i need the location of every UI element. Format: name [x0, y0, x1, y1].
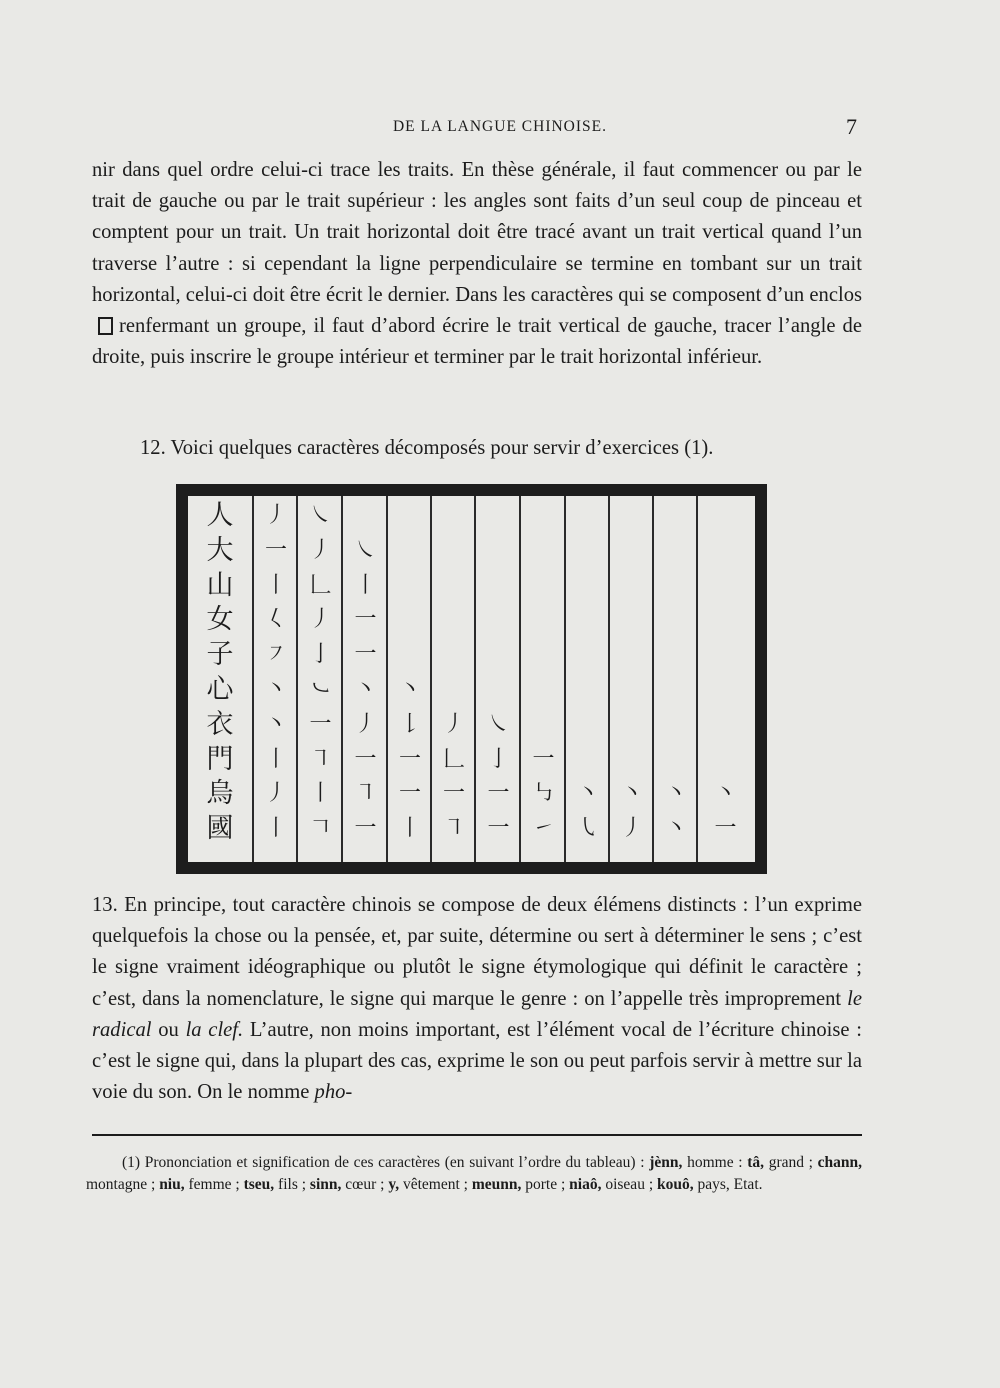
table-stroke: 丿 [442, 711, 465, 737]
paragraph-3-text-b: L’autre, non moins important, est l’élément vocal de l’écriture chinoise : c’est le signe qui, dans la plupart des cas, exprime le son ou peut parfois servir à mettre sur la voie du son. On le nomme [92, 1018, 862, 1104]
footnote-intro: Prononciation et signification de ces caractères (en suivant l’ordre du tableau) : [144, 1154, 645, 1171]
table-character: 烏 [206, 778, 234, 810]
table-stroke: 一 [398, 746, 421, 772]
header-title: DE LA LANGUE CHINOISE. [392, 118, 607, 135]
footnote-term: sinn, [309, 1176, 342, 1193]
table-stroke: 丿 [354, 711, 377, 737]
table-stroke: 𠃍 [309, 816, 332, 842]
table-stroke: 丶 [664, 816, 687, 842]
table-stroke: 亅 [309, 642, 332, 668]
table-stroke: 丶 [354, 677, 377, 702]
footnote-term: kouô, [657, 1176, 694, 1193]
table-stroke: ㇏ [487, 711, 510, 737]
table-stroke: 丨 [354, 572, 377, 598]
table-stroke: 丶 [264, 677, 287, 702]
paragraph-3 [92, 890, 862, 1108]
table-stroke: 一 [442, 781, 465, 807]
table-stroke: 一 [487, 781, 510, 807]
table-stroke: 丶 [664, 781, 687, 807]
table-character: 人 [206, 500, 234, 531]
table-stroke: ㇇ [264, 642, 287, 668]
enclosure-radical-icon [98, 317, 113, 335]
footnote-gloss: homme : [687, 1154, 743, 1171]
footnote-term: y, [388, 1176, 400, 1193]
table-stroke: ㇕ [309, 746, 332, 772]
footnote-term: tseu, [243, 1176, 275, 1193]
footnote-term: tâ, [747, 1154, 765, 1171]
stroke-table-grid [186, 494, 757, 864]
footnote-term: chann, [817, 1154, 863, 1171]
paragraph-3-or: ou [158, 1018, 179, 1041]
section-number-12: 12. [140, 437, 166, 459]
table-stroke: 丿 [620, 816, 643, 842]
table-stroke: 丿 [264, 503, 287, 528]
table-stroke: 丨 [309, 781, 332, 807]
table-stroke: 一 [354, 816, 377, 842]
table-stroke: 丿 [309, 537, 332, 563]
table-stroke: 丿 [264, 781, 287, 807]
footnote-gloss: montagne ; [86, 1176, 156, 1193]
footnote-gloss: femme ; [188, 1176, 240, 1193]
table-stroke: 一 [487, 816, 510, 842]
footnote-gloss: oiseau ; [605, 1176, 654, 1193]
table-stroke: ㇕ [354, 781, 377, 807]
table-stroke: 一 [398, 781, 421, 807]
footnote-marker: (1) [122, 1154, 141, 1171]
table-stroke: 一 [714, 816, 737, 842]
table-stroke: 一 [354, 746, 377, 772]
table-character: 衣 [206, 708, 234, 740]
table-stroke: 亅 [487, 746, 510, 772]
table-stroke: 丶 [264, 711, 287, 737]
table-stroke: ㇕ [442, 816, 465, 842]
footnote-gloss: grand ; [768, 1154, 813, 1171]
table-character: 女 [206, 604, 234, 636]
table-stroke: 一 [354, 607, 377, 633]
table-stroke: 丶 [576, 781, 599, 807]
term-le-radical: le radical [92, 987, 862, 1041]
term-la-clef: la clef. [185, 1018, 244, 1041]
table-stroke: 一 [264, 537, 287, 563]
table-stroke: 𠃊 [309, 572, 332, 598]
section-number-13: 13. [92, 894, 118, 916]
table-character: 心 [206, 674, 234, 705]
paragraph-3-text-a: En principe, tout caractère chinois se compose de deux élémens distincts : l’un exprime quelquefois la chose ou la pensée, et, par suite, détermine ou sert à déterminer le sens ; c’est le signe vraiment idéographique ou plutôt le signe étymologique qui définit le caractère ; c’est, dans la nomenclature, le signe qui marque le genre : on l’appelle très improprement [92, 894, 862, 1010]
table-stroke: 丶 [620, 781, 643, 807]
table-stroke: 丨 [264, 816, 287, 842]
table-stroke: 一 [354, 642, 377, 668]
table-stroke: 𠃊 [442, 746, 465, 772]
table-character: 國 [206, 813, 234, 845]
footnote-gloss: fils ; [278, 1176, 307, 1193]
page-number: 7 [846, 114, 857, 139]
footnote-rule [92, 1134, 862, 1136]
stroke-order-table [176, 484, 767, 874]
table-stroke: 丶 [714, 781, 737, 807]
footnote-gloss: porte ; [525, 1176, 566, 1193]
footnote-gloss: vêtement ; [402, 1176, 468, 1193]
table-stroke: ㇏ [309, 503, 332, 528]
table-stroke: 一 [532, 746, 555, 772]
table-stroke: 丨 [264, 572, 287, 598]
paragraph-2 [140, 433, 840, 464]
footnote-term: jènn, [649, 1154, 683, 1171]
table-stroke: ㇏ [354, 537, 377, 563]
footnote-term: meunn, [471, 1176, 522, 1193]
footnote-term: niaô, [569, 1176, 602, 1193]
paragraph-2-text: Voici quelques caractères décomposés pour servir d’exercices (1). [170, 437, 714, 459]
table-character: 子 [206, 639, 234, 671]
table-stroke: 丨 [398, 816, 421, 842]
table-stroke: 𡿨 [264, 607, 287, 633]
table-stroke: 一 [309, 711, 332, 737]
paragraph-1 [92, 155, 862, 373]
table-stroke: ㇂ [576, 816, 599, 842]
table-stroke: ㇀ [532, 816, 555, 842]
term-pho: pho- [314, 1081, 353, 1104]
table-stroke: 丿 [309, 607, 332, 633]
table-stroke: ㇃ [309, 677, 332, 702]
table-stroke: 丶 [398, 677, 421, 702]
footnote [86, 1152, 862, 1196]
paragraph-1-text-b: renfermant un groupe, il faut d’abord écrire le trait vertical de gauche, tracer l’angle de droite, puis inscrire le groupe intérieur et terminer par le trait horizontal inférieur. [92, 315, 862, 369]
paragraph-1-text-a: nir dans quel ordre celui-ci trace les traits. En thèse générale, il faut commencer ou par le trait de gauche ou par le trait supérieur : les angles sont faits d’un seul coup de pinceau et comptent pour un trait. Un trait horizontal doit être tracé avant un trait vertical quand l’un traverse l’autre : si cependant la ligne perpendiculaire se termine en tombant sur un trait horizontal, celui-ci doit être écrit le dernier. Dans les caractères qui se composent d’un enclos [92, 159, 862, 306]
table-stroke: 丨 [264, 746, 287, 772]
footnote-term: niu, [159, 1176, 185, 1193]
table-stroke: ㇉ [532, 781, 555, 807]
table-stroke: 𠄌 [398, 711, 421, 737]
table-character: 山 [206, 569, 234, 601]
footnote-gloss: pays, Etat. [697, 1176, 763, 1193]
table-character: 門 [206, 743, 234, 775]
footnote-gloss: cœur ; [345, 1176, 385, 1193]
table-character: 大 [206, 534, 234, 566]
